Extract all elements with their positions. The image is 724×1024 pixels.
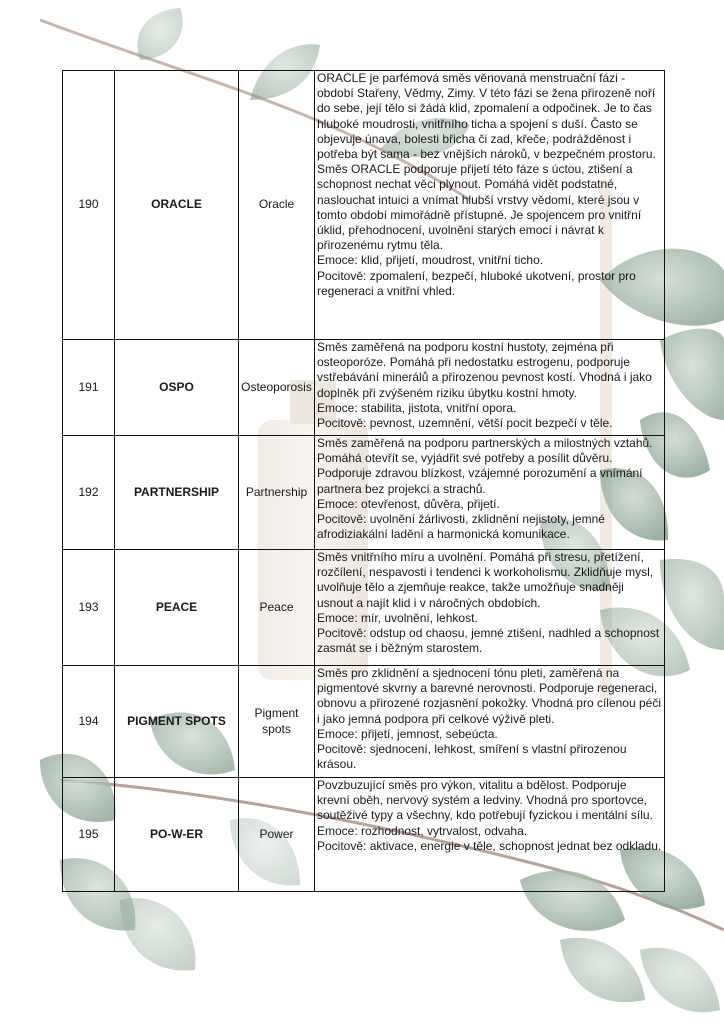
product-name: Pigment spots bbox=[239, 666, 315, 778]
product-code: PEACE bbox=[115, 550, 239, 666]
emotions-line: Emoce: rozhodnost, vytrvalost, odvaha. bbox=[317, 823, 528, 838]
feelings-line: Pocitově: pevnost, uzemnění, větší pocit bezpečí v těle. bbox=[317, 416, 613, 431]
feelings-line: Pocitově: odstup od chaosu, jemné ztišení, nadhled a schopnost zasmát se i běžným starostem. bbox=[317, 626, 660, 656]
description-paragraph: Směs vnitřního míru a uvolnění. Pomáhá při stresu, přetížení, rozčílení, nespavosti i tendenci k workoholismu. Zklidňuje mysl, uvolňuje tělo a zjemňuje reakce, takže umožňuje snadněji usnout a najít klid i v náročných obdobích. bbox=[317, 550, 654, 610]
product-code: PO-W-ER bbox=[115, 778, 239, 892]
row-number: 193 bbox=[63, 550, 115, 666]
product-table-wrapper bbox=[62, 70, 664, 892]
product-name: Power bbox=[239, 778, 315, 892]
product-code: PIGMENT SPOTS bbox=[115, 666, 239, 778]
description-paragraph: Směs zaměřená na podporu partnerských a milostných vztahů. Pomáhá otevřít se, vyjádřit své potřeby a posílit důvěru. Podporuje zdravou blízkost, vzájemné porozumění a vnímání partnera bez projekcí a strachů. bbox=[317, 436, 653, 496]
row-number: 195 bbox=[63, 778, 115, 892]
product-description bbox=[315, 340, 665, 436]
description-paragraph: ORACLE je parfémová směs věnovaná menstruační fázi - období Stařeny, Vědmy, Zimy. V této fázi se žena přirozeně noří do sebe, její tělo si žádá klid, zpomalení a odpočinek. Je to čas hluboké moudrosti, vnitřního ticha a spojení s duší. Často se objevuje únava, bolesti břicha či zad, křeče, podrážděnost i potřeba být sama - bez vnějších nároků, v bezpečném prostoru. bbox=[317, 71, 656, 162]
feelings-line: Pocitově: sjednocení, lehkost, smíření s vlastní přirozenou krásou. bbox=[317, 742, 627, 772]
table-row bbox=[63, 778, 665, 892]
emotions-line: Emoce: přijetí, jemnost, sebeúcta. bbox=[317, 726, 498, 741]
product-code: PARTNERSHIP bbox=[115, 436, 239, 550]
description-paragraph: Povzbuzující směs pro výkon, vitalitu a bdělost. Podporuje krevní oběh, nervový systém a ledviny. Vhodná pro sportovce, soutěživé typy a všechny, kdo potřebují fyzickou i mentální sílu. bbox=[317, 778, 653, 823]
product-description bbox=[315, 71, 665, 340]
product-table bbox=[62, 70, 665, 892]
feelings-line: Pocitově: zpomalení, bezpečí, hluboké ukotvení, prostor pro regeneraci a vnitřní vhled. bbox=[317, 268, 636, 298]
emotions-line: Emoce: mír, uvolnění, lehkost. bbox=[317, 610, 478, 625]
table-row bbox=[63, 436, 665, 550]
description-paragraph: Směs zaměřená na podporu kostní hustoty, zejména při osteoporóze. Pomáhá při nedostatku estrogenu, podporuje vstřebávání minerálů a přirozenou pevnost kostí. Vhodná i jako doplněk při zvýšeném riziku úbytku kostní hmoty. bbox=[317, 340, 652, 400]
row-number: 190 bbox=[63, 71, 115, 340]
product-description bbox=[315, 666, 665, 778]
product-description bbox=[315, 778, 665, 892]
emotions-line: Emoce: otevřenost, důvěra, přijetí. bbox=[317, 496, 500, 511]
product-name: Partnership bbox=[239, 436, 315, 550]
row-number: 192 bbox=[63, 436, 115, 550]
table-row bbox=[63, 550, 665, 666]
feelings-line: Pocitově: uvolnění žárlivosti, zklidnění nejistoty, jemné afrodiziakální ladění a harmonická komunikace. bbox=[317, 512, 605, 542]
product-code: OSPO bbox=[115, 340, 239, 436]
table-row bbox=[63, 340, 665, 436]
row-number: 191 bbox=[63, 340, 115, 436]
description-paragraph: Směs pro zklidnění a sjednocení tónu pleti, zaměřená na pigmentové skvrny a barevné nerovnosti. Podporuje regeneraci, obnovu a přirozené rozjasnění pokožky. Vhodná pro cílenou péči i jako jemná podpora při celkové výživě pleti. bbox=[317, 666, 661, 726]
product-description bbox=[315, 436, 665, 550]
table-row bbox=[63, 666, 665, 778]
product-code: ORACLE bbox=[115, 71, 239, 340]
table-row bbox=[63, 71, 665, 340]
emotions-line: Emoce: stabilita, jistota, vnitřní opora. bbox=[317, 400, 517, 415]
product-name: Osteoporosis bbox=[239, 340, 315, 436]
product-description bbox=[315, 550, 665, 666]
feelings-line: Pocitově: aktivace, energie v těle, schopnost jednat bez odkladu. bbox=[317, 838, 662, 853]
product-name: Oracle bbox=[239, 71, 315, 340]
description-paragraph: Směs ORACLE podporuje přijetí této fáze s úctou, ztišení a schopnost nechat věci plynout. Pomáhá vidět podstatné, naslouchat intuici a vnímat hlubší vrstvy vědomí, které jsou v tomto období mimořádně přístupné. Je spojencem pro vnitřní úklid, přehodnocení, uvolnění starých emocí i návrat k přirozenému rytmu těla. bbox=[317, 162, 642, 253]
row-number: 194 bbox=[63, 666, 115, 778]
emotions-line: Emoce: klid, přijetí, moudrost, vnitřní ticho. bbox=[317, 253, 544, 268]
product-name: Peace bbox=[239, 550, 315, 666]
